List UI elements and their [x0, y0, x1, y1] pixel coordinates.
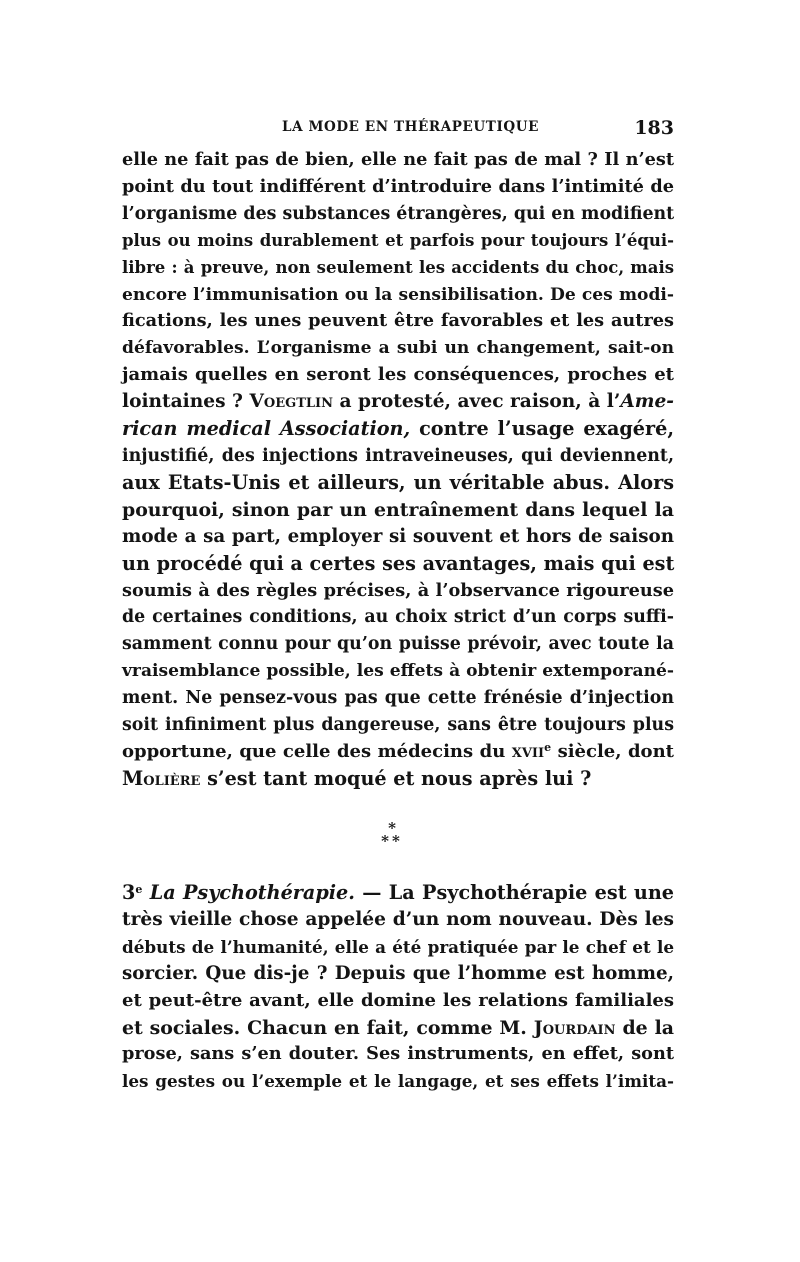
- text-line: l’organisme des substances étrangères, qui en modifient: [122, 203, 675, 224]
- superscript: e: [135, 883, 143, 896]
- text-segment: lointaines ?: [122, 391, 243, 413]
- text-segment: opportune, que celle des médecins du: [122, 740, 506, 762]
- running-title: LA MODE EN THÉRAPEUTIQUE: [282, 119, 539, 135]
- text-line: samment connu pour qu’on puisse prévoir, avec toute la: [122, 634, 674, 655]
- text-line: [122, 766, 674, 793]
- text-line: point du tout indifférent d’introduire dans l’intimité de: [122, 175, 674, 197]
- paragraph-psychotherapie: [122, 880, 674, 1095]
- section-number: 3: [122, 881, 136, 904]
- running-head: [122, 117, 674, 139]
- text-line: [122, 739, 674, 766]
- page-number: 183: [634, 117, 674, 139]
- asterism-separator: [372, 819, 412, 858]
- author-name-voegtlin: Voegtlin: [249, 391, 333, 413]
- text-line: ment. Ne pensez-vous pas que cette frénésie d’injection: [122, 688, 674, 709]
- text-line: plus ou moins durablement et parfois pour toujours l’équi-: [122, 230, 674, 250]
- text-line: un procédé qui a certes ses avantages, mais qui est: [122, 551, 675, 575]
- italic-segment: rican medical Association,: [122, 417, 411, 441]
- text-line: encore l’immunisation ou la sensibilisation. De ces modi-: [122, 284, 674, 305]
- text-line: débuts de l’humanité, elle a été pratiquée par le chef et le: [122, 936, 674, 957]
- text-line: fications, les unes peuvent être favorables et les autres: [122, 310, 674, 332]
- text-line: et peut-être avant, elle domine les relations familiales: [122, 989, 674, 1011]
- asterism-bottom: **: [381, 832, 403, 850]
- asterism-top: *: [388, 819, 396, 837]
- text-segment: et sociales. Chacun en fait, comme M.: [122, 1016, 527, 1039]
- text-line: soumis à des règles précises, à l’observance rigoureuse: [122, 579, 674, 601]
- paragraph-injections: [122, 147, 674, 793]
- superscript: e: [544, 740, 552, 754]
- character-name-jourdain: Jourdain: [533, 1016, 616, 1039]
- century-numeral: xvii: [511, 740, 545, 762]
- text-segment: siècle, dont: [557, 740, 674, 762]
- text-segment: a protesté, avec raison, à l’: [339, 391, 621, 413]
- text-line: sorcier. Que dis-je ? Depuis que l’homme est homme,: [122, 962, 674, 984]
- section-heading-line: [122, 880, 674, 907]
- text-line: [122, 389, 674, 416]
- text-line: vraisemblance possible, les effets à obtenir extemporané-: [122, 661, 674, 682]
- text-line: mode a sa part, employer si souvent et hors de saison: [122, 525, 674, 547]
- text-segment: de la: [622, 1016, 674, 1039]
- text-line: défavorables. L’organisme a subi un changement, sait-on: [122, 338, 674, 359]
- text-line: prose, sans s’en douter. Ses instruments, en effet, sont: [122, 1043, 674, 1065]
- text-line: de certaines conditions, au choix strict d’un corps suffi-: [122, 607, 674, 628]
- text-line: [122, 416, 674, 443]
- text-line: pourquoi, sinon par un entraînement dans lequel la: [122, 498, 674, 521]
- text-line: aux Etats-Unis et ailleurs, un véritable abus. Alors: [122, 470, 674, 494]
- text-line: très vieille chose appelée d’un nom nouveau. Dès les: [122, 908, 674, 930]
- text-line: jamais quelles en seront les conséquences, proches et: [122, 364, 674, 386]
- italic-segment: Ame-: [620, 391, 674, 413]
- text-segment: — La Psychothérapie est une: [362, 881, 674, 904]
- text-line: elle ne fait pas de bien, elle ne fait pas de mal ? Il n’est: [122, 149, 674, 170]
- text-line: soit infiniment plus dangereuse, sans être toujours plus: [122, 715, 674, 736]
- text-segment: contre l’usage exagéré,: [419, 417, 675, 441]
- text-line: [122, 1015, 674, 1042]
- author-name-moliere: Molière: [122, 766, 201, 790]
- text-segment: s’est tant moqué et nous après lui ?: [207, 766, 592, 790]
- text-line: libre : à preuve, non seulement les accidents du choc, mais: [122, 257, 674, 277]
- text-line: injustifié, des injections intraveineuses, qui deviennent,: [122, 445, 674, 466]
- text-line: les gestes ou l’exemple et le langage, et ses effets l’imita-: [122, 1071, 674, 1092]
- section-title: La Psychothérapie.: [149, 881, 355, 904]
